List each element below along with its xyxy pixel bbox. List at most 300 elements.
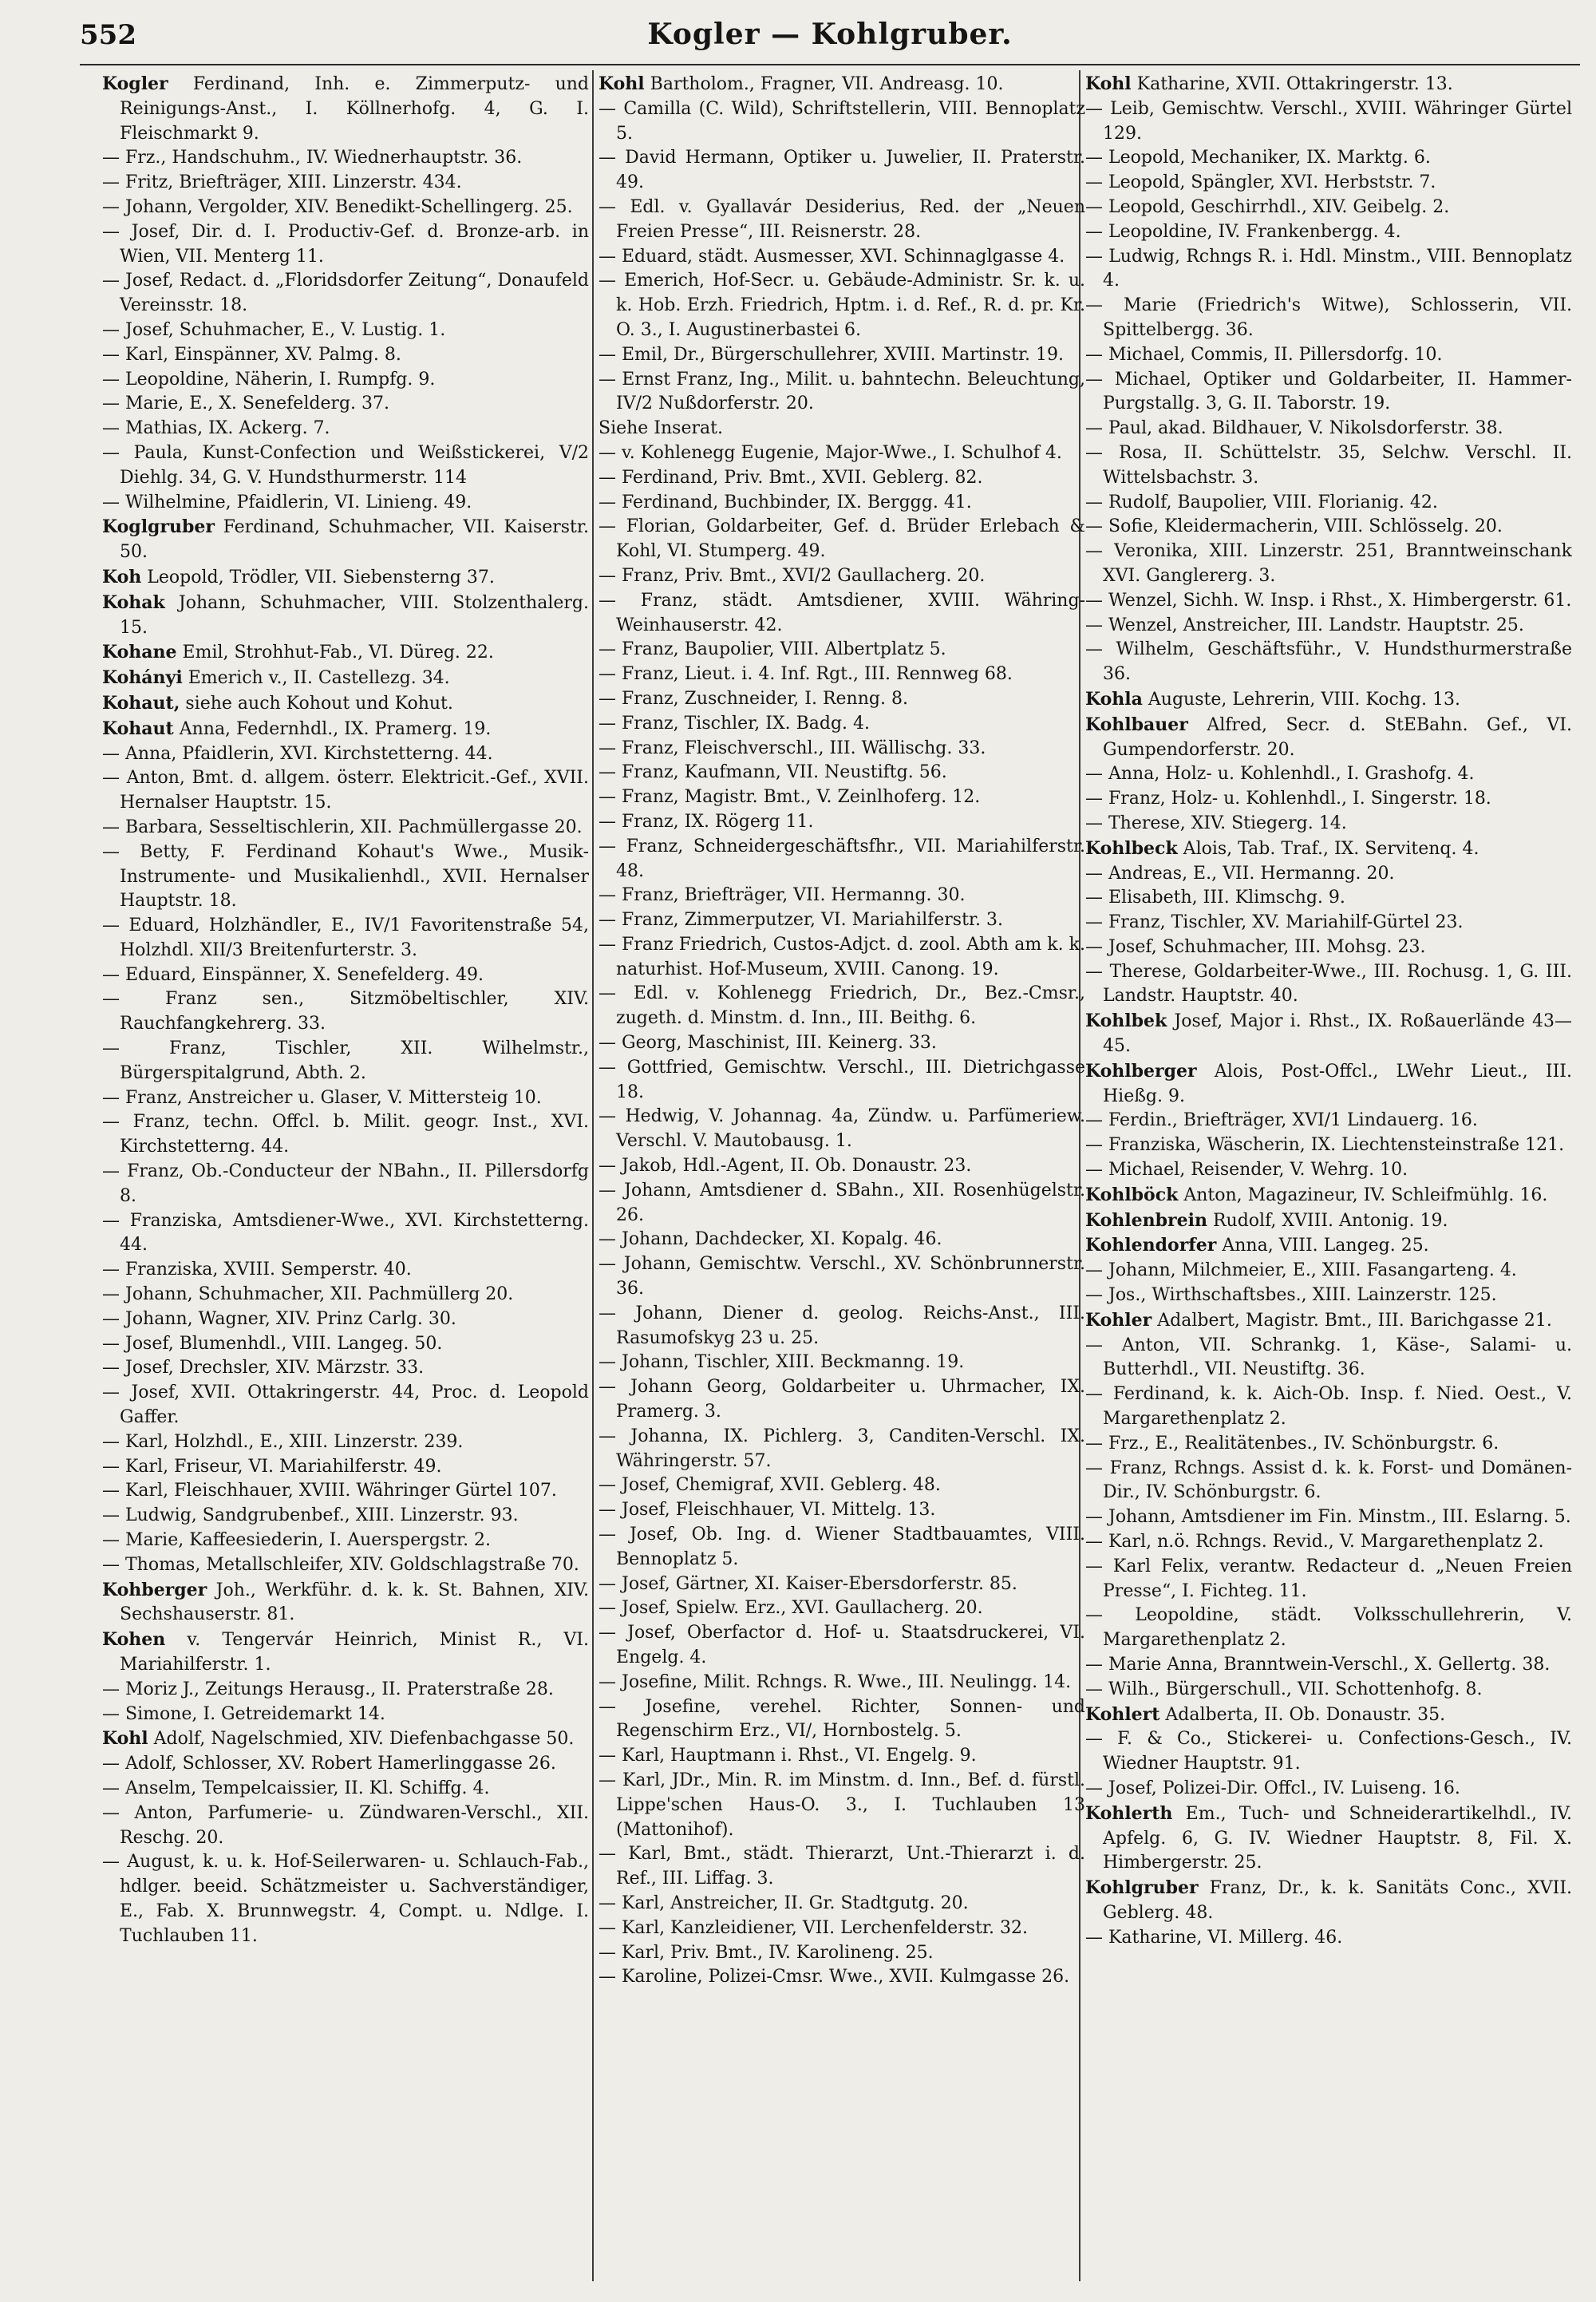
entry-text: — Rosa, II. Schüttelstr. 35, Selchw. Verschl. II. Wittelsbachstr. 3.	[1085, 442, 1572, 488]
entry-text: — Veronika, XIII. Linzerstr. 251, Branntweinschank XVI. Ganglererg. 3.	[1085, 541, 1572, 586]
entry-text: — Johann, Amtsdiener im Fin. Minstm., III. Eslarng. 5.	[1085, 1507, 1571, 1528]
entry-text: — Therese, XIV. Stiegerg. 14.	[1085, 813, 1347, 833]
entry-text: — Ludwig, Rchngs R. i. Hdl. Minstm., VIII. Bennoplatz 4.	[1085, 246, 1572, 291]
directory-entry	[1085, 589, 1572, 614]
entry-text: — Johann, Dachdecker, XI. Kopalg. 46.	[598, 1229, 942, 1250]
entry-text: — Michael, Commis, II. Pillersdorfg. 10.	[1085, 344, 1443, 365]
entry-surname: Kohla	[1085, 688, 1143, 710]
directory-entry	[102, 1777, 589, 1802]
directory-entry	[1085, 491, 1572, 516]
entry-text: — Marie Anna, Branntwein-Verschl., X. Gellertg. 38.	[1085, 1655, 1551, 1675]
entry-text: Anna, Federnhdl., IX. Pramerg. 19.	[173, 718, 492, 739]
directory-column-3	[1085, 72, 1572, 2283]
entry-text: — Franz, städt. Amtsdiener, XVIII. Währing-Weinhauserstr. 42.	[598, 590, 1085, 635]
directory-entry	[598, 269, 1085, 342]
entry-surname: Kohányi	[102, 667, 183, 689]
directory-entry	[102, 766, 589, 816]
directory-entry	[598, 884, 1085, 908]
entry-text: — Paula, Kunst-Confection und Weißstickerei, V/2 Diehlg. 34, G. V. Hundsthurmerstr. 114	[102, 442, 589, 488]
directory-entry	[102, 1479, 589, 1504]
directory-entry	[102, 1160, 589, 1209]
entry-text: v. Tengervár Heinrich, Minist R., VI. Mariahilferstr. 1.	[120, 1630, 589, 1675]
entry-text: — Franz, Schneidergeschäftsfhr., VII. Mariahilferstr. 48.	[598, 836, 1085, 881]
directory-entry	[1085, 1876, 1572, 1926]
directory-entry	[102, 1430, 589, 1455]
directory-entry	[598, 1695, 1085, 1745]
directory-entry	[102, 1678, 589, 1703]
directory-entry	[598, 933, 1085, 983]
directory-entry	[598, 589, 1085, 639]
directory-entry	[102, 1752, 589, 1777]
entry-text: — Betty, F. Ferdinand Kohaut's Wwe., Musik-Instrumente- und Musikalienhdl., XVII. Hernalser Hauptstr. 18.	[102, 841, 589, 912]
entry-text: — Josef, Gärtner, XI. Kaiser-Ebersdorferstr. 85.	[598, 1573, 1017, 1594]
directory-entry	[1085, 441, 1572, 491]
directory-entry	[1085, 1703, 1572, 1728]
entry-text: Bartholom., Fragner, VII. Andreasg. 10.	[644, 74, 1004, 94]
directory-entry	[598, 1105, 1085, 1154]
directory-entry	[598, 687, 1085, 712]
entry-text: — Josef, Schuhmacher, III. Mohsg. 23.	[1085, 936, 1426, 957]
entry-text: — Adolf, Schlosser, XV. Robert Hamerlinggasse 26.	[102, 1754, 556, 1774]
entry-text: Johann, Schuhmacher, VIII. Stolzenthalerg. 15.	[120, 592, 589, 638]
entry-text: — Michael, Reisender, V. Wehrg. 10.	[1085, 1160, 1408, 1181]
entry-text: — Josefine, verehel. Richter, Sonnen- und Regenschirm Erz., VI/, Hornbostelg. 5.	[598, 1696, 1085, 1742]
directory-entry	[1085, 1183, 1572, 1208]
directory-entry	[1085, 1233, 1572, 1259]
entry-text: — Andreas, E., VII. Hermanng. 20.	[1085, 863, 1395, 884]
column-divider	[592, 70, 594, 2281]
entry-text: Alois, Post-Offcl., LWehr Lieut., III. Hießg. 9.	[1103, 1061, 1572, 1106]
directory-entry	[102, 1455, 589, 1480]
entry-text: — Franz, Zimmerputzer, VI. Mariahilferstr. 3.	[598, 910, 1004, 931]
entry-text: — Eduard, Einspänner, X. Senefelderg. 49.	[102, 964, 484, 985]
entry-text: — Karl Felix, verantw. Redacteur d. „Neuen Freien Presse“, I. Fichteg. 11.	[1085, 1556, 1572, 1601]
entry-surname: Kohlberger	[1085, 1060, 1197, 1082]
directory-entry	[598, 1228, 1085, 1252]
entry-text: — Karl, Priv. Bmt., IV. Karolineng. 25.	[598, 1942, 934, 1963]
directory-entry	[102, 1802, 589, 1851]
entry-text: — Barbara, Sesseltischlerin, XII. Pachmüllergasse 20.	[102, 817, 583, 837]
directory-entry	[1085, 911, 1572, 935]
entry-text: — Rudolf, Baupolier, VIII. Florianig. 42.	[1085, 492, 1438, 512]
entry-text: — Josefine, Milit. Rchngs. R. Wwe., III. Neulingg. 14.	[598, 1671, 1072, 1692]
directory-entry	[598, 1596, 1085, 1621]
directory-entry	[598, 1375, 1085, 1425]
directory-entry	[1085, 812, 1572, 837]
directory-entry	[598, 761, 1085, 785]
directory-entry	[598, 1842, 1085, 1892]
directory-entry	[598, 810, 1085, 835]
entry-text: — Franz, Tischler, XV. Mariahilf-Gürtel 23.	[1085, 912, 1464, 933]
entry-text: — Simone, I. Getreidemarkt 14.	[102, 1703, 385, 1724]
directory-entry	[598, 1056, 1085, 1106]
directory-entry	[598, 1351, 1085, 1375]
directory-entry	[598, 663, 1085, 687]
directory-entry	[102, 417, 589, 441]
entry-text: — Karl, Anstreicher, II. Gr. Stadtgutg. 20.	[598, 1893, 969, 1913]
directory-entry	[598, 1744, 1085, 1769]
directory-entry	[102, 1356, 589, 1381]
entry-text: — Franz, Kaufmann, VII. Neustiftg. 56.	[598, 762, 947, 783]
directory-entry	[1085, 713, 1572, 763]
entry-text: — Johann, Tischler, XIII. Beckmanng. 19.	[598, 1352, 965, 1373]
directory-entry	[598, 97, 1085, 147]
directory-entry	[1085, 1926, 1572, 1951]
entry-text: — Hedwig, V. Johannag. 4a, Zündw. u. Parfümeriew. Verschl. V. Mautobausg. 1.	[598, 1106, 1085, 1152]
entry-text: — Gottfried, Gemischtw. Verschl., III. Dietrichgasse 18.	[598, 1057, 1085, 1102]
entry-text: — Ludwig, Sandgrubenbef., XIII. Linzerstr. 93.	[102, 1505, 519, 1526]
directory-entry	[102, 691, 589, 717]
directory-entry	[102, 1209, 589, 1259]
entry-surname: Kohlenbrein	[1085, 1209, 1207, 1231]
directory-entry	[102, 1504, 589, 1529]
entry-text: Em., Tuch- und Schneiderartikelhdl., IV. Apfelg. 6, G. IV. Wiedner Hauptstr. 8, Fil. X. Himbergerstr. 25.	[1103, 1803, 1572, 1873]
entry-text: — Franziska, Amtsdiener-Wwe., XVI. Kirchstetterng. 44.	[102, 1210, 589, 1256]
entry-text: Alfred, Secr. d. StEBahn. Gef., VI. Gumpendorferstr. 20.	[1103, 714, 1572, 760]
entry-text: — Franz, Anstreicher u. Glaser, V. Mittersteig 10.	[102, 1087, 542, 1108]
directory-entry	[102, 343, 589, 368]
entry-text: — Karl, n.ö. Rchngs. Revid., V. Margarethenplatz 2.	[1085, 1532, 1544, 1552]
directory-entry	[1085, 1308, 1572, 1334]
entry-text: — Karl, JDr., Min. R. im Minstm. d. Inn., Bef. d. fürstl. Lippe'schen Haus-O. 3., I. Tuchlauben 13 (Mattonihof).	[598, 1770, 1085, 1840]
entry-text: — Josef, Redact. d. „Floridsdorfer Zeitung“, Donaufeld Vereinsstr. 18.	[102, 271, 589, 316]
entry-text: — Josef, Chemigraf, XVII. Geblerg. 48.	[598, 1475, 941, 1496]
directory-entry	[102, 963, 589, 988]
entry-surname: Kohlgruber	[1085, 1877, 1199, 1899]
entry-text: — Karl, Holzhdl., E., XIII. Linzerstr. 239.	[102, 1431, 464, 1452]
entry-text: siehe auch Kohout und Kohut.	[180, 693, 453, 714]
directory-entry	[598, 1769, 1085, 1842]
entry-text: — Josef, XVII. Ottakringerstr. 44, Proc. d. Leopold Gaffer.	[102, 1382, 589, 1428]
entry-surname: Kohlerth	[1085, 1802, 1173, 1824]
directory-entry	[598, 441, 1085, 466]
directory-entry	[598, 1523, 1085, 1572]
directory-entry	[598, 1916, 1085, 1941]
directory-entry	[598, 564, 1085, 589]
running-head: Kogler — Kohlgruber.	[647, 18, 1013, 51]
directory-entry	[102, 441, 589, 491]
entry-text: — Johann, Schuhmacher, XII. Pachmüllerg 20.	[102, 1284, 514, 1305]
entry-text: — Frz., E., Realitätenbes., IV. Schönburgstr. 6.	[1085, 1433, 1499, 1454]
entry-text: — Anton, VII. Schrankg. 1, Käse-, Salami- u. Butterhdl., VII. Neustiftg. 36.	[1085, 1335, 1572, 1380]
entry-text: — Anton, Parfumerie- u. Zündwaren-Verschl., XII. Reschg. 20.	[102, 1802, 589, 1848]
entry-text: — Mathias, IX. Ackerg. 7.	[102, 418, 330, 439]
entry-text: Emerich v., II. Castellezg. 34.	[182, 668, 450, 689]
directory-entry	[102, 1628, 589, 1678]
entry-text: — Ferdin., Briefträger, XVI/1 Lindauerg. 16.	[1085, 1110, 1478, 1131]
entry-text: — Jos., Wirthschaftsbes., XIII. Lainzerstr. 125.	[1085, 1285, 1497, 1306]
directory-entry	[102, 171, 589, 196]
entry-text: Alois, Tab. Traf., IX. Servitenq. 4.	[1177, 838, 1479, 859]
entry-text: Auguste, Lehrerin, VIII. Kochg. 13.	[1142, 689, 1460, 710]
entry-text: — Josef, Drechsler, XIV. Märzstr. 33.	[102, 1358, 425, 1378]
entry-text: — Franz sen., Sitzmöbeltischler, XIV. Rauchfangkehrerg. 33.	[102, 989, 589, 1034]
entry-surname: Kohlbauer	[1085, 714, 1188, 735]
entry-text: — Franz, techn. Offcl. b. Milit. geogr. Inst., XVI. Kirchstetterng. 44.	[102, 1112, 589, 1157]
entry-text: — Leopoldine, Näherin, I. Rumpfg. 9.	[102, 369, 436, 390]
directory-entry	[102, 515, 589, 565]
directory-entry	[598, 982, 1085, 1031]
directory-entry	[102, 368, 589, 393]
directory-entry	[598, 245, 1085, 270]
entry-text: — Franz, Briefträger, VII. Hermanng. 30.	[598, 885, 966, 906]
directory-entry	[1085, 1208, 1572, 1234]
directory-entry	[102, 1283, 589, 1307]
entry-text: — Camilla (C. Wild), Schriftstellerin, VIII. Bennoplatz 5.	[598, 98, 1085, 144]
entry-text: — Karl, Einspänner, XV. Palmg. 8.	[102, 344, 401, 365]
directory-entry	[1085, 960, 1572, 1010]
directory-entry	[102, 565, 589, 591]
entry-surname: Kohl	[598, 73, 645, 94]
entry-text: — August, k. u. k. Hof-Seilerwaren- u. Schlauch-Fab., hdlger. beeid. Schätzmeister u. Sachverständiger, E., Fab. X. Brunnwegstr. 4, Compt. u. Ndlge. I. Tuchlauben 11.	[102, 1852, 589, 1946]
entry-text: Adalberta, II. Ob. Donaustr. 35.	[1159, 1704, 1446, 1725]
directory-entry	[1085, 1133, 1572, 1158]
directory-entry	[598, 1965, 1085, 1990]
directory-entry	[1085, 687, 1572, 713]
directory-entry	[598, 1572, 1085, 1597]
entry-text: — Johann, Diener d. geolog. Reichs-Anst., III. Rasumofskyg 23 u. 25.	[598, 1303, 1085, 1348]
entry-text: — Josef, Blumenhdl., VIII. Langeg. 50.	[102, 1333, 443, 1354]
directory-entry	[102, 1307, 589, 1332]
directory-entry	[1085, 1653, 1572, 1678]
entry-text: — David Hermann, Optiker u. Juwelier, II. Praterstr. 49.	[598, 148, 1085, 193]
directory-entry	[598, 1425, 1085, 1474]
directory-column-1	[102, 72, 589, 2283]
entry-text: — Emil, Dr., Bürgerschullehrer, XVIII. Martinstr. 19.	[598, 344, 1065, 365]
entry-text: Siehe Inserat.	[598, 418, 723, 439]
entry-text: — Franz Friedrich, Custos-Adjct. d. zool. Abth am k. k. naturhist. Hof-Museum, XVIII. Canong. 19.	[598, 934, 1085, 979]
directory-entry	[598, 737, 1085, 761]
directory-entry	[1085, 1555, 1572, 1604]
directory-entry	[1085, 72, 1572, 97]
directory-entry	[1085, 1604, 1572, 1653]
entry-text: — Ferdinand, Priv. Bmt., XVII. Geblerg. 82.	[598, 467, 983, 488]
directory-column-2	[598, 72, 1085, 2283]
directory-entry	[1085, 762, 1572, 787]
directory-entry	[102, 1110, 589, 1160]
entry-text: — Anselm, Tempelcaissier, II. Kl. Schiffg. 4.	[102, 1778, 490, 1798]
entry-text: — Georg, Maschinist, III. Keinerg. 33.	[598, 1033, 937, 1054]
entry-text: Anna, VIII. Langeg. 25.	[1216, 1236, 1429, 1256]
directory-entry	[598, 1302, 1085, 1351]
entry-text: — Josef, Fleischhauer, VI. Mittelg. 13.	[598, 1500, 936, 1521]
entry-text: — Eduard, städt. Ausmesser, XVI. Schinnaglgasse 4.	[598, 246, 1065, 267]
entry-text: — Franz, IX. Rögerg 11.	[598, 811, 814, 832]
directory-entry	[102, 1258, 589, 1283]
header-rule	[80, 64, 1580, 65]
entry-text: — Franz, Lieut. i. 4. Inf. Rgt., III. Rennweg 68.	[598, 664, 1013, 685]
entry-text: — Josef, Dir. d. I. Productiv-Gef. d. Bronze-arb. in Wien, VII. Menterg 11.	[102, 221, 589, 267]
entry-text: — Wenzel, Sichh. W. Insp. i Rhst., X. Himbergerstr. 61.	[1085, 590, 1572, 611]
directory-entry	[102, 1037, 589, 1086]
entry-text: Joh., Werkführ. d. k. k. St. Bahnen, XIV. Sechshauserstr. 81.	[120, 1580, 589, 1625]
entry-surname: Kohaut,	[102, 692, 180, 714]
directory-entry	[102, 72, 589, 146]
entry-text: — Franz, Magistr. Bmt., V. Zeinlhoferg. 12.	[598, 787, 981, 808]
directory-entry	[102, 841, 589, 914]
directory-entry	[1085, 935, 1572, 960]
directory-entry	[598, 1252, 1085, 1302]
directory-entry	[598, 908, 1085, 933]
entry-text: — Emerich, Hof-Secr. u. Gebäude-Administr. Sr. k. u. k. Hob. Erzh. Friedrich, Hptm. i. d. Ref., R. d. pr. Kr. O. 3., I. Augustinerbastei 6.	[598, 271, 1085, 340]
directory-entry	[102, 1553, 589, 1578]
entry-surname: Kohl	[1085, 73, 1132, 94]
entry-text: — Franz, Ob.-Conducteur der NBahn., II. Pillersdorfg 8.	[102, 1161, 589, 1206]
entry-text: — Josef, Spielw. Erz., XVI. Gaullacherg. 20.	[598, 1598, 983, 1619]
entry-text: — Josef, Ob. Ing. d. Wiener Stadtbauamtes, VIII. Bennoplatz 5.	[598, 1525, 1085, 1569]
directory-entry	[598, 1498, 1085, 1523]
directory-entry	[102, 666, 589, 691]
entry-text: — Karl, Kanzleidiener, VII. Lerchenfelderstr. 32.	[598, 1917, 1029, 1938]
directory-entry	[1085, 1009, 1572, 1059]
entry-text: — Franziska, Wäscherin, IX. Liechtensteinstraße 121.	[1085, 1135, 1565, 1156]
entry-text: — Josef, Oberfactor d. Hof- u. Staatsdruckerei, VI. Engelg. 4.	[598, 1623, 1085, 1667]
directory-entry	[1085, 245, 1572, 295]
entry-text: — Anna, Holz- u. Kohlenhdl., I. Grashofg. 4.	[1085, 764, 1475, 785]
directory-entry	[598, 1473, 1085, 1498]
directory-entry	[598, 343, 1085, 368]
directory-entry	[102, 1529, 589, 1553]
directory-entry	[1085, 1284, 1572, 1308]
directory-entry	[102, 491, 589, 516]
directory-entry	[1085, 171, 1572, 196]
directory-entry	[598, 368, 1085, 417]
directory-entry	[102, 196, 589, 220]
directory-entry	[102, 392, 589, 417]
entry-text: — Sofie, Kleidermacherin, VIII. Schlösselg. 20.	[1085, 516, 1503, 537]
entry-text: Josef, Major i. Rhst., IX. Roßauerlände 43—45.	[1103, 1011, 1572, 1057]
entry-text: — Leopold, Geschirrhdl., XIV. Geibelg. 2.	[1085, 196, 1450, 217]
entry-text: — v. Kohlenegg Eugenie, Major-Wwe., I. Schulhof 4.	[598, 442, 1062, 463]
directory-entry	[1085, 1158, 1572, 1183]
directory-entry	[102, 914, 589, 963]
directory-entry	[1085, 294, 1572, 343]
entry-text: — Edl. v. Gyallavár Desiderius, Red. der „Neuen Freien Presse“, III. Reisnerstr. 28.	[598, 196, 1085, 242]
entry-text: — Johann Georg, Goldarbeiter u. Uhrmacher, IX. Pramerg. 3.	[598, 1377, 1085, 1422]
entry-text: — Franziska, XVIII. Semperstr. 40.	[102, 1260, 412, 1280]
entry-text: — Karl, Bmt., städt. Thierarzt, Unt.-Thierarzt i. d. Ref., III. Liffag. 3.	[598, 1844, 1085, 1889]
entry-text: — Frz., Handschuhm., IV. Wiednerhauptstr. 36.	[102, 148, 523, 168]
directory-entry	[1085, 368, 1572, 417]
entry-text: — Josef, Schuhmacher, E., V. Lustig. 1.	[102, 319, 446, 340]
directory-entry	[1085, 417, 1572, 441]
directory-entry	[102, 1381, 589, 1430]
entry-text: — Leopold, Spängler, XVI. Herbststr. 7.	[1085, 172, 1436, 193]
entry-text: — Franz, Baupolier, VIII. Albertplatz 5.	[598, 639, 946, 660]
directory-entry	[1085, 1678, 1572, 1703]
entry-text: — F. & Co., Stickerei- u. Confections-Gesch., IV. Wiedner Hauptstr. 91.	[1085, 1729, 1572, 1774]
entry-text: — Wilhelmine, Pfaidlerin, VI. Linieng. 49.	[102, 492, 472, 512]
entry-text: — Ernst Franz, Ing., Milit. u. bahntechn. Beleuchtung, IV/2 Nußdorferstr. 20.	[598, 369, 1085, 414]
directory-entry	[1085, 1505, 1572, 1530]
directory-entry	[1085, 837, 1572, 862]
entry-text: — Franz, Zuschneider, I. Renng. 8.	[598, 688, 908, 709]
directory-entry	[102, 1086, 589, 1111]
entry-text: — Therese, Goldarbeiter-Wwe., III. Rochusg. 1, G. III. Landstr. Hauptstr. 40.	[1085, 961, 1572, 1007]
directory-entry	[598, 1154, 1085, 1179]
directory-entry	[1085, 1059, 1572, 1109]
directory-entry	[1085, 1727, 1572, 1777]
directory-entry	[102, 987, 589, 1037]
entry-surname: Kohak	[102, 591, 165, 613]
directory-entry	[102, 591, 589, 641]
entry-text: — Franz, Tischler, XII. Wilhelmstr., Bürgerspitalgrund, Abth. 2.	[102, 1038, 589, 1083]
directory-entry	[598, 1671, 1085, 1695]
entry-text: — Marie, E., X. Senefelderg. 37.	[102, 394, 390, 414]
entry-surname: Kogler	[102, 73, 168, 94]
directory-entry	[598, 466, 1085, 491]
entry-surname: Kohlbeck	[1085, 837, 1178, 859]
entry-text: — Florian, Goldarbeiter, Gef. d. Brüder Erlebach & Kohl, VI. Stumperg. 49.	[598, 516, 1085, 562]
directory-entry	[598, 638, 1085, 663]
entry-text: — Marie, Kaffeesiederin, I. Auerspergstr. 2.	[102, 1530, 492, 1551]
entry-text: — Leopoldine, IV. Frankenbergg. 4.	[1085, 221, 1401, 242]
entry-text: — Wilhelm, Geschäftsführ., V. Hundsthurmerstraße 36.	[1085, 639, 1572, 685]
entry-text: — Michael, Optiker und Goldarbeiter, II. Hammer-Purgstallg. 3, G. II. Taborstr. 19.	[1085, 369, 1572, 414]
directory-entry	[1085, 97, 1572, 147]
entry-text: — Karl, Hauptmann i. Rhst., VI. Engelg. 9.	[598, 1746, 977, 1766]
directory-entry	[1085, 862, 1572, 887]
entry-text: — Johann, Gemischtw. Verschl., XV. Schönbrunnerstr. 36.	[598, 1254, 1085, 1299]
entry-text: — Franz, Rchngs. Assist d. k. k. Forst- und Domänen-Dir., IV. Schönburgstr. 6.	[1085, 1458, 1572, 1503]
directory-entry	[1085, 1802, 1572, 1876]
entry-text: — Paul, akad. Bildhauer, V. Nikolsdorferstr. 38.	[1085, 418, 1503, 439]
directory-entry	[102, 220, 589, 270]
entry-text: — Franz, Tischler, IX. Badg. 4.	[598, 713, 871, 734]
directory-entry	[102, 1726, 589, 1752]
directory-entry	[598, 712, 1085, 737]
directory-entry	[102, 816, 589, 841]
directory-entry	[598, 835, 1085, 884]
entry-text: — Leib, Gemischtw. Verschl., XVIII. Währinger Gürtel 129.	[1085, 98, 1572, 144]
entry-text: Katharine, XVII. Ottakringerstr. 13.	[1131, 74, 1453, 94]
directory-entry	[598, 1892, 1085, 1916]
entry-text: — Ferdinand, Buchbinder, IX. Berggg. 41.	[598, 492, 972, 512]
entry-text: — Wilh., Bürgerschull., VII. Schottenhofg. 8.	[1085, 1679, 1483, 1699]
entry-text: — Johann, Wagner, XIV. Prinz Carlg. 30.	[102, 1308, 456, 1329]
entry-text: — Ferdinand, k. k. Aich-Ob. Insp. f. Nied. Oest., V. Margarethenplatz 2.	[1085, 1384, 1572, 1430]
entry-text: — Elisabeth, III. Klimschg. 9.	[1085, 888, 1345, 908]
directory-entry	[598, 515, 1085, 564]
entry-text: — Leopoldine, städt. Volksschullehrerin, V. Margarethenplatz 2.	[1085, 1605, 1572, 1651]
directory-entry	[102, 146, 589, 171]
entry-surname: Kohane	[102, 642, 177, 663]
entry-surname: Kohler	[1085, 1309, 1152, 1331]
entry-text: — Katharine, VI. Millerg. 46.	[1085, 1927, 1343, 1948]
directory-entry	[102, 717, 589, 742]
directory-entry	[598, 146, 1085, 196]
directory-entry	[598, 785, 1085, 810]
directory-entry	[1085, 1334, 1572, 1383]
entry-text: — Edl. v. Kohlenegg Friedrich, Dr., Bez.-Cmsr., zugeth. d. Minstm. d. Inn., III. Beithg. 6.	[598, 983, 1085, 1029]
page-header	[80, 16, 1580, 59]
directory-entry	[1085, 515, 1572, 540]
directory-entry	[1085, 196, 1572, 220]
directory-entry	[102, 269, 589, 318]
entry-text: Adalbert, Magistr. Bmt., III. Barichgasse 21.	[1152, 1310, 1552, 1331]
entry-text: — Leopold, Mechaniker, IX. Marktg. 6.	[1085, 148, 1431, 168]
entry-text: — Johann, Vergolder, XIV. Benedikt-Schellingerg. 25.	[102, 196, 573, 217]
directory-entry	[102, 1578, 589, 1628]
entry-surname: Kohlendorfer	[1085, 1235, 1217, 1256]
entry-text: — Johanna, IX. Pichlerg. 3, Canditen-Verschl. IX. Währingerstr. 57.	[598, 1426, 1085, 1471]
entry-text: — Johann, Milchmeier, E., XIII. Fasangarteng. 4.	[1085, 1260, 1517, 1281]
entry-surname: Koglgruber	[102, 516, 215, 538]
directory-entry	[1085, 540, 1572, 589]
entry-text: — Karl, Friseur, VI. Mariahilferstr. 49.	[102, 1456, 442, 1477]
entry-text: — Franz, Holz- u. Kohlenhdl., I. Singerstr. 18.	[1085, 789, 1491, 809]
entry-text: — Eduard, Holzhändler, E., IV/1 Favoritenstraße 54, Holzhdl. XII/3 Breitenfurterstr. 3.	[102, 916, 589, 960]
